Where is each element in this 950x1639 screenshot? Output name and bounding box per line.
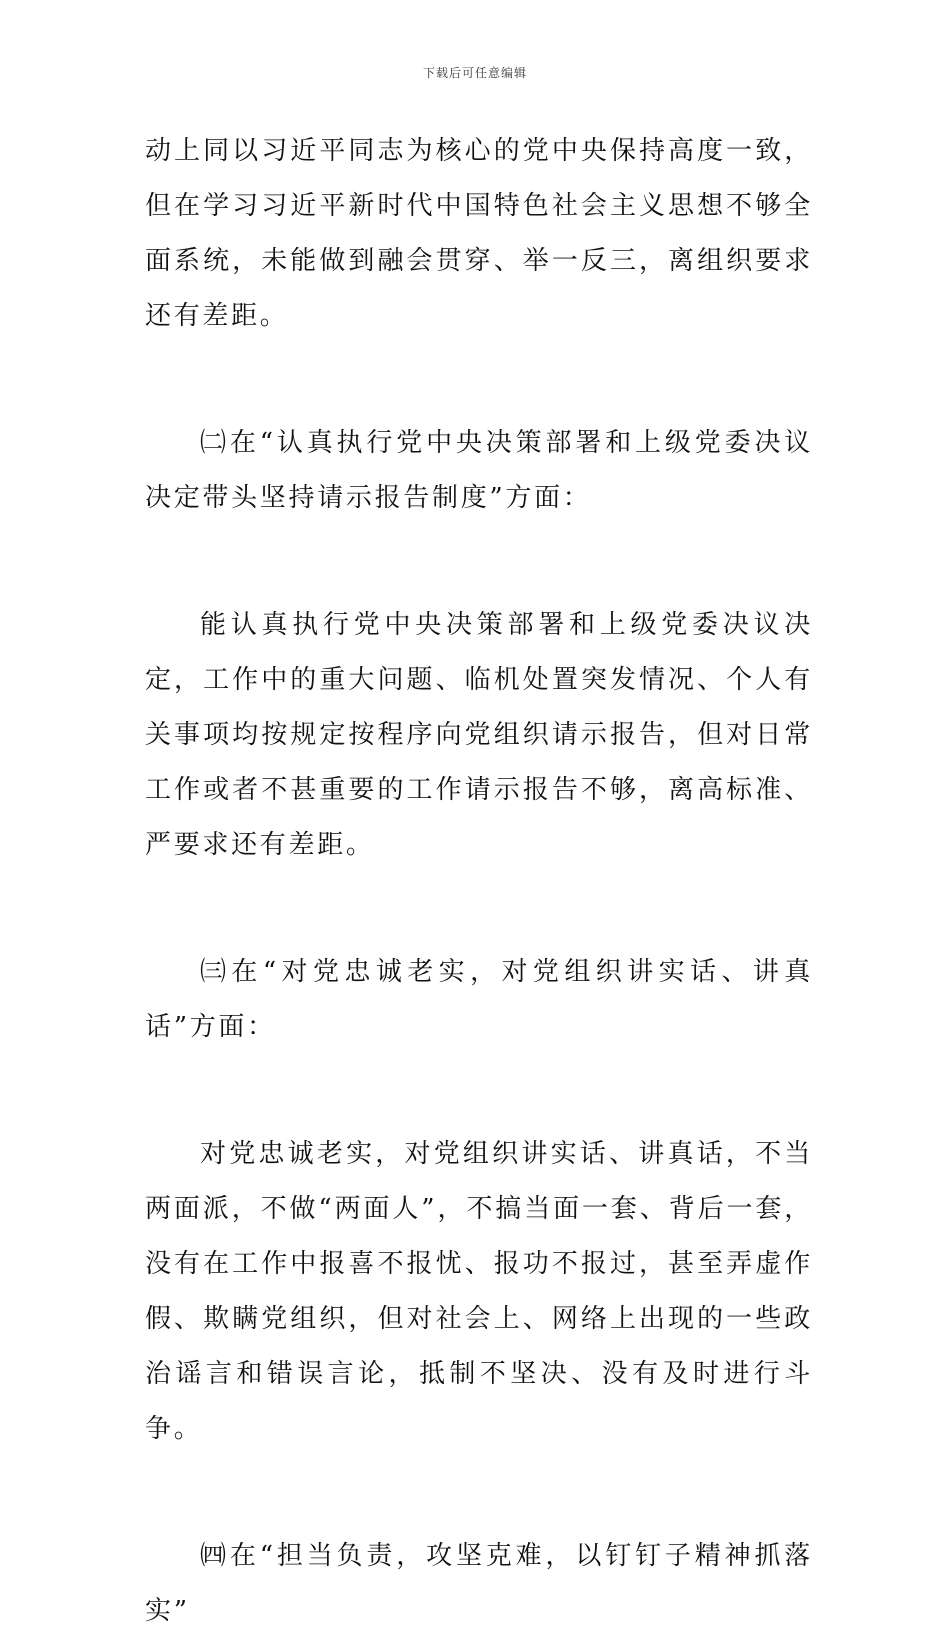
- paragraph-continuation: 动上同以习近平同志为核心的党中央保持高度一致，但在学习习近平新时代中国特色社会主义思想不够全面系统，未能做到融会贯穿、举一反三，离组织要求还有差距。: [145, 136, 813, 331]
- page-header-note: 下载后可任意编辑: [422, 66, 527, 80]
- document-body: [145, 124, 813, 1639]
- section-heading-2: ㈡在“认真执行党中央决策部署和上级党委决议决定带头坚持请示报告制度”方面：: [145, 428, 813, 513]
- paragraph-gap: [145, 1457, 813, 1529]
- paragraph-gap: [145, 526, 813, 598]
- section-heading-4: ㈣在“担当负责，攻坚克难，以钉钉子精神抓落实”: [145, 1541, 813, 1626]
- paragraph-gap: [145, 873, 813, 945]
- paragraph-section-2: 能认真执行党中央决策部署和上级党委决议决定，工作中的重大问题、临机处置突发情况、个人有关事项均按规定按程序向党组织请示报告，但对日常工作或者不甚重要的工作请示报告不够，离高标准、严要求还有差距。: [145, 610, 813, 860]
- section-heading-3: ㈢在“对党忠诚老实，对党组织讲实话、讲真话”方面：: [145, 957, 813, 1042]
- paragraph-gap: [145, 1055, 813, 1127]
- paragraph-gap: [145, 344, 813, 416]
- paragraph-section-3: 对党忠诚老实，对党组织讲实话、讲真话，不当两面派，不做“两面人”，不搞当面一套、背后一套，没有在工作中报喜不报忧、报功不报过，甚至弄虚作假、欺瞒党组织，但对社会上、网络上出现的一些政治谣言和错误言论，抵制不坚决、没有及时进行斗争。: [145, 1139, 813, 1444]
